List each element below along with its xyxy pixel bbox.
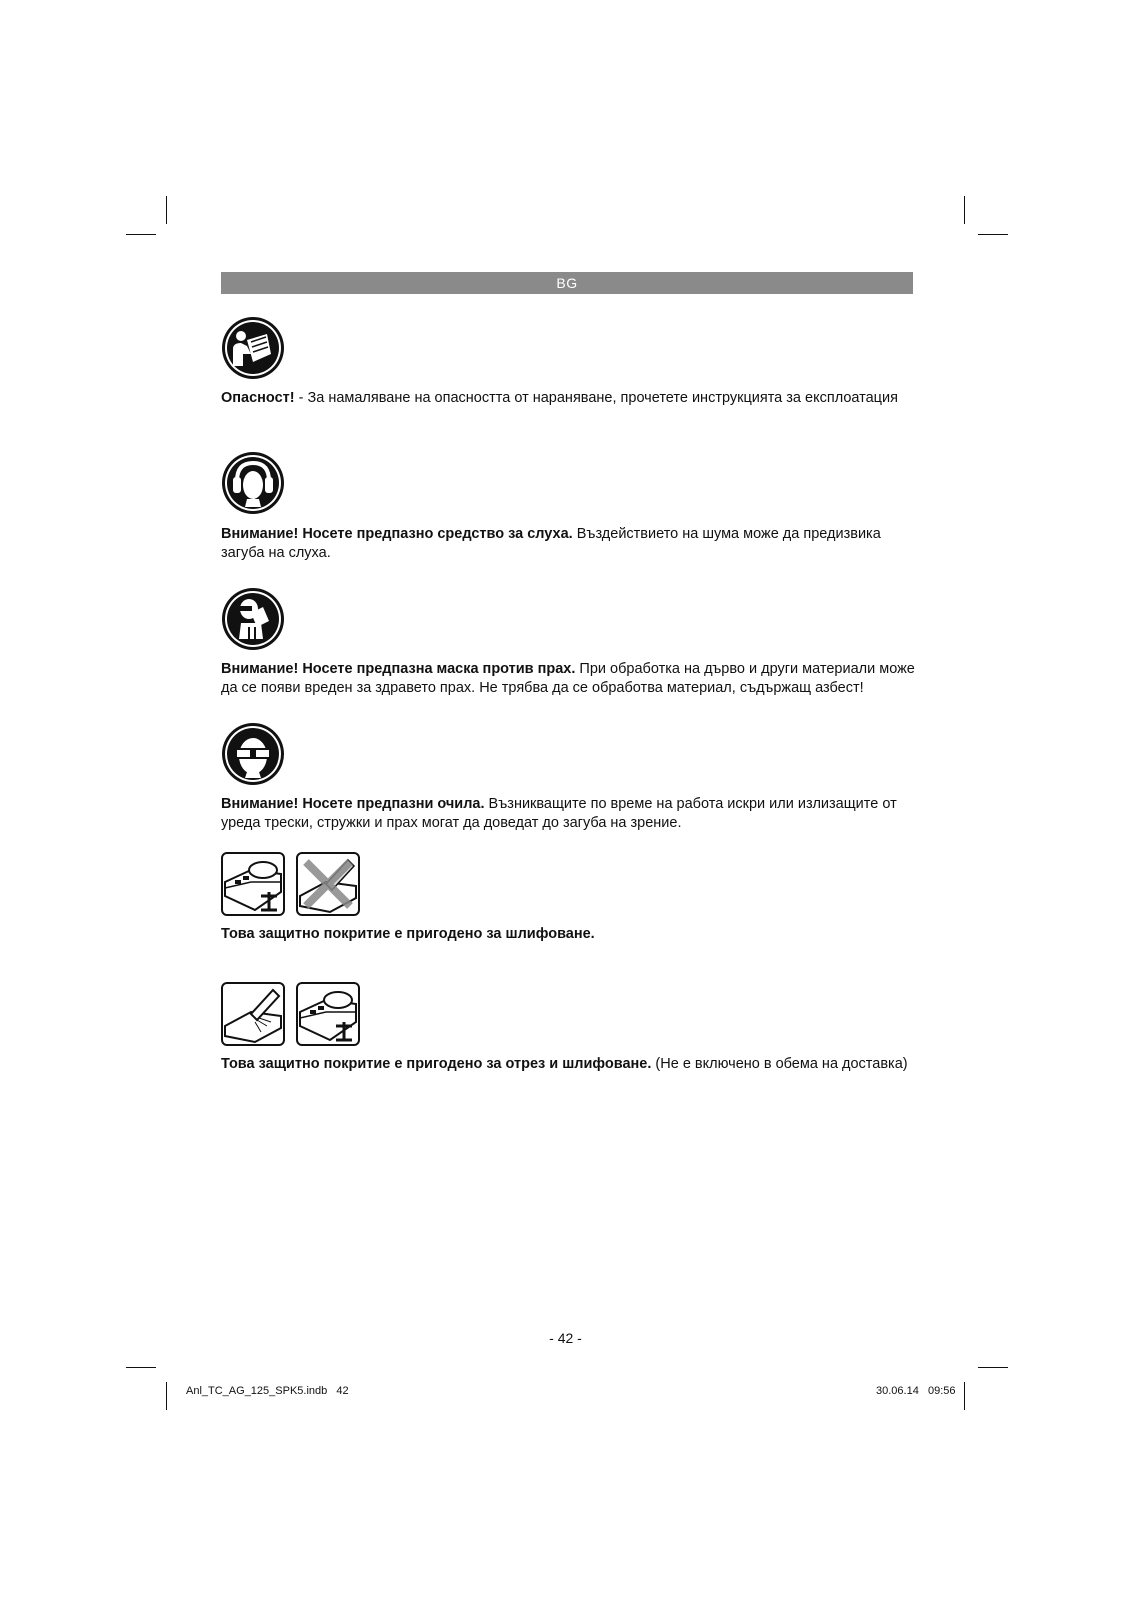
ear-protection-text: Въздействието на шума може да предизвика загуба на слуха. <box>221 526 881 561</box>
ear-protection-icon <box>221 451 285 515</box>
crop-mark <box>126 1367 156 1368</box>
dust-mask-text: При обработка на дърво и други материали може да се появи вреден за здравето прах. Не трябва да се обработва материал, съдържащ азбест! <box>221 661 915 696</box>
footer-date-time: 30.06.14 09:56 <box>876 1385 956 1397</box>
goggles-paragraph <box>221 795 921 833</box>
footer-file-name: Anl_TC_AG_125_SPK5.indb 42 <box>186 1385 349 1397</box>
goggles-text: Възникващите по време на работа искри или излизащите от уреда трески, стружки и прах могат да доведат до загуба на зрение. <box>221 796 897 831</box>
ear-protection-title: Внимание! Носете предпазно средство за слуха. <box>221 526 573 542</box>
warning-title: Опасност! <box>221 390 295 406</box>
dust-mask-paragraph <box>221 660 921 698</box>
read-manual-icon <box>221 316 285 380</box>
page-number: - 42 - <box>549 1330 582 1346</box>
cutting-grinding-text: (Не е включено в обема на доставка) <box>651 1056 908 1072</box>
crop-mark <box>964 1382 965 1410</box>
crop-mark <box>166 1382 167 1410</box>
ear-protection-paragraph <box>221 525 921 563</box>
cutting-grinding-title: Това защитно покритие е пригодено за отрез и шлифоване. <box>221 1056 652 1072</box>
crop-mark <box>126 234 156 235</box>
cutting-allowed-icon <box>221 982 285 1046</box>
crop-mark <box>964 196 965 224</box>
crop-mark <box>166 196 167 224</box>
goggles-title: Внимание! Носете предпазни очила. <box>221 796 485 812</box>
warning-text: - За намаляване на опасността от нараняване, прочетете инструкцията за експлоатация <box>294 390 898 406</box>
dust-mask-icon <box>221 587 285 651</box>
safety-goggles-icon <box>221 722 285 786</box>
warning-paragraph <box>221 389 921 408</box>
language-header-bar: BG <box>221 272 913 294</box>
crop-mark <box>978 1367 1008 1368</box>
grinding-allowed-icon <box>221 852 285 916</box>
crop-mark <box>978 234 1008 235</box>
grinding-paragraph <box>221 925 921 944</box>
grinding-allowed-icon <box>296 982 360 1046</box>
grinding-title: Това защитно покритие е пригодено за шлифоване. <box>221 926 595 942</box>
dust-mask-title: Внимание! Носете предпазна маска против прах. <box>221 661 576 677</box>
cutting-grinding-paragraph <box>221 1055 921 1074</box>
cutting-prohibited-icon <box>296 852 360 916</box>
